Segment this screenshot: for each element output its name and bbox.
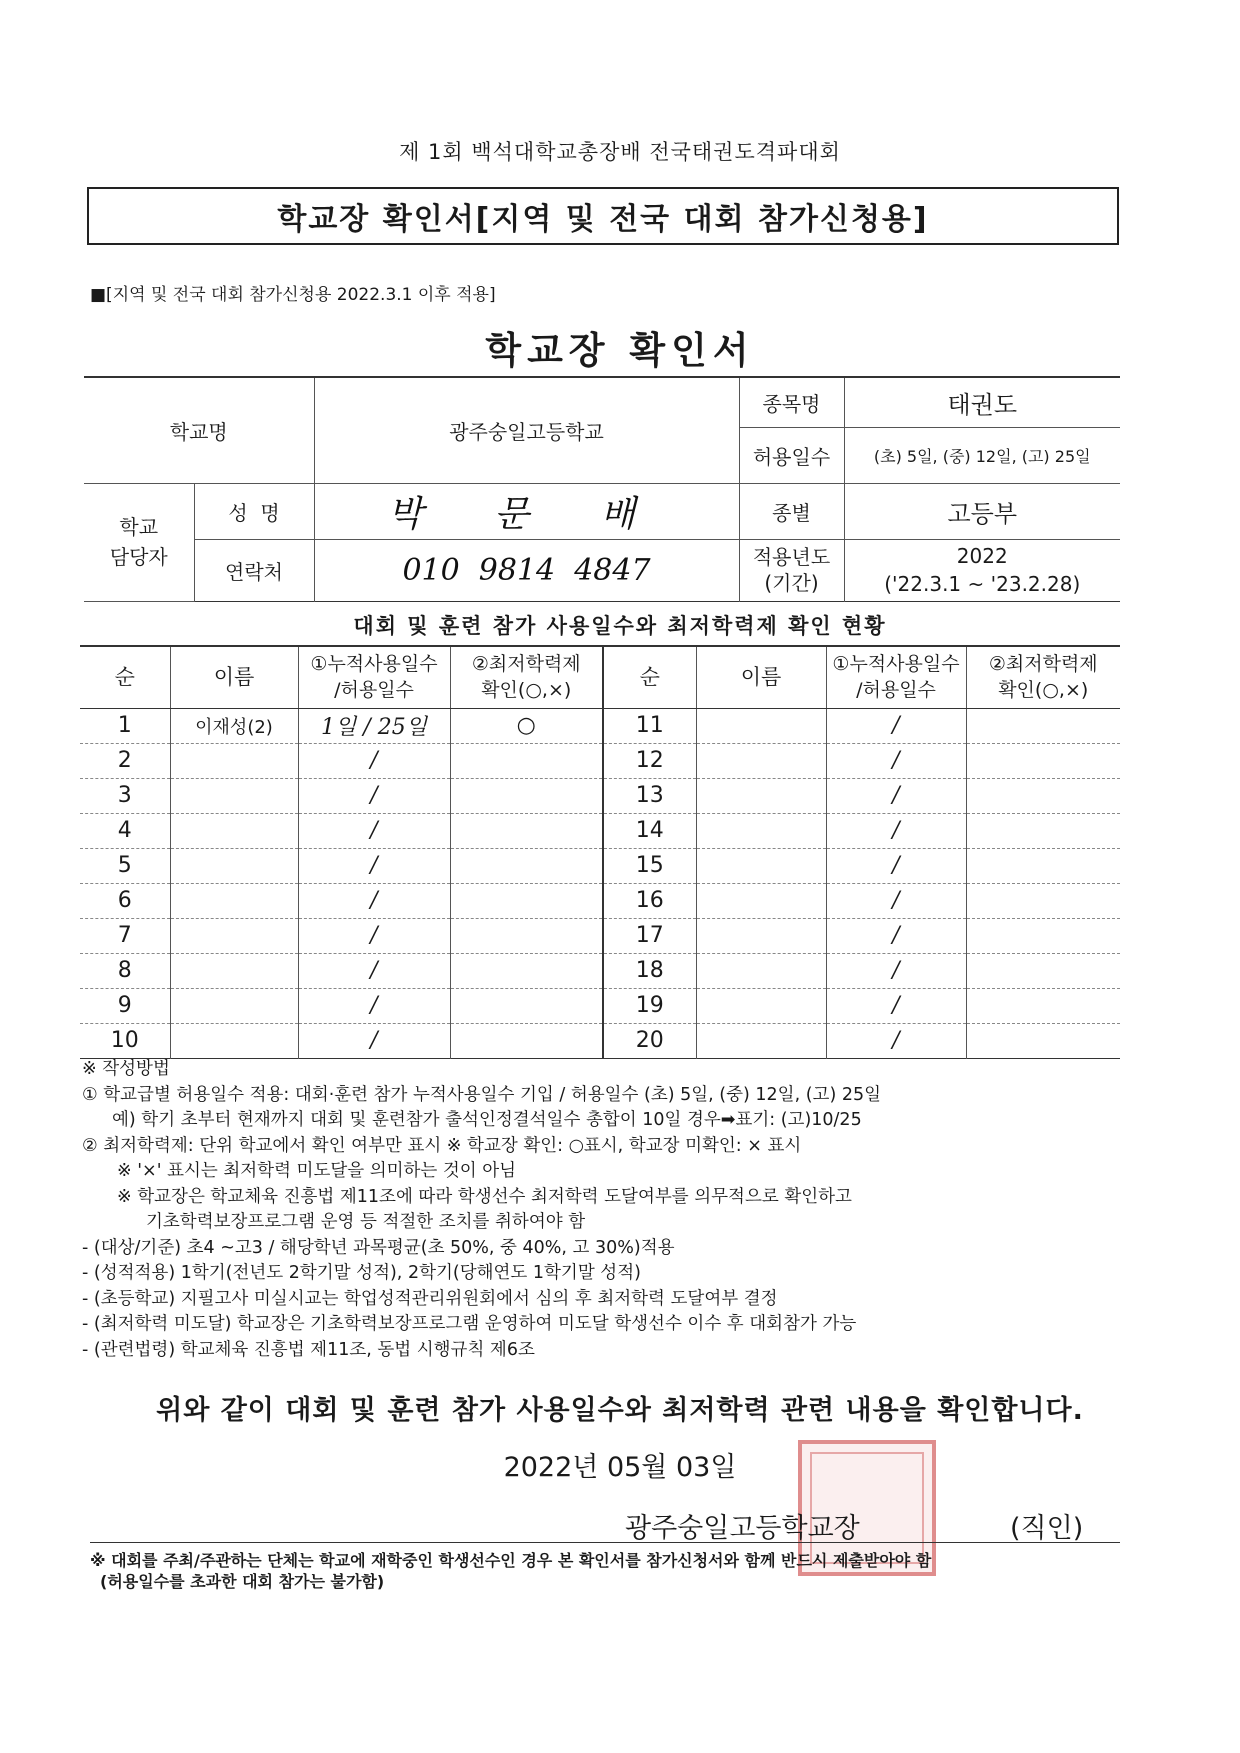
academic-check	[450, 743, 603, 778]
academic-check	[966, 918, 1120, 953]
student-name	[170, 813, 298, 848]
contact-value: 010 9814 4847	[314, 539, 739, 601]
academic-check	[966, 813, 1120, 848]
row-number: 19	[603, 988, 696, 1023]
roster-row	[80, 778, 1120, 813]
row-number: 18	[603, 953, 696, 988]
academic-check	[966, 883, 1120, 918]
days-used: 1일 / 25일	[298, 708, 450, 743]
academic-check: ○	[450, 708, 603, 743]
manager-label: 학교 담당자	[84, 483, 194, 601]
applicability-note: ■[지역 및 전국 대회 참가신청용 2022.3.1 이후 적용]	[90, 285, 496, 305]
student-name: 이재성(2)	[170, 708, 298, 743]
row-number: 20	[603, 1023, 696, 1058]
instructions-heading: ※ 작성방법	[82, 1059, 170, 1079]
days-used: /	[298, 953, 450, 988]
days-used: /	[298, 918, 450, 953]
roster-table	[80, 645, 1120, 1059]
days-used: /	[826, 708, 966, 743]
academic-check	[450, 1023, 603, 1058]
academic-check	[450, 883, 603, 918]
days-used: /	[826, 918, 966, 953]
year-value: 2022 ('22.3.1 ~ '23.2.28)	[884, 544, 1081, 596]
allowed-days-label: 허용일수	[739, 427, 844, 483]
days-used: /	[298, 988, 450, 1023]
school-info-table	[84, 376, 1120, 602]
days-used: /	[826, 953, 966, 988]
days-used: /	[826, 883, 966, 918]
instruction-line: - (대상/기준) 초4 ~고3 / 해당학년 과목평균(초 50%, 중 40%, 고 30%)적용	[82, 1237, 675, 1258]
row-number: 7	[80, 918, 170, 953]
principal-signature: 광주숭일고등학교장	[625, 1513, 860, 1544]
row-number: 6	[80, 883, 170, 918]
student-name	[170, 778, 298, 813]
row-number: 16	[603, 883, 696, 918]
student-name	[170, 988, 298, 1023]
student-name	[170, 848, 298, 883]
row-number: 8	[80, 953, 170, 988]
footer-line: ※ 대회를 주최/주관하는 단체는 학교에 재학중인 학생선수인 경우 본 확인서를 참가신청서와 함께 반드시 제출받아야 함	[90, 1551, 932, 1570]
instruction-line: ② 최저학력제: 단위 학교에서 확인 여부만 표시 ※ 학교장 확인: ○표시, 학교장 미확인: × 표시	[82, 1135, 802, 1156]
academic-check	[966, 848, 1120, 883]
col-name: 이름	[696, 646, 826, 708]
footer-line: (허용일수를 초과한 대회 참가는 불가함)	[100, 1572, 385, 1591]
row-number: 9	[80, 988, 170, 1023]
roster-row	[80, 743, 1120, 778]
row-number: 12	[603, 743, 696, 778]
roster-row	[80, 918, 1120, 953]
issue-date: 2022년 05월 03일	[503, 1452, 737, 1483]
roster-row	[80, 953, 1120, 988]
footer-divider	[90, 1542, 1120, 1543]
student-name	[170, 883, 298, 918]
academic-check	[966, 743, 1120, 778]
days-used: /	[298, 743, 450, 778]
document-title-box: 학교장 확인서[지역 및 전국 대회 참가신청용]	[87, 187, 1119, 245]
footer-note	[90, 1550, 1130, 1592]
col-name: 이름	[170, 646, 298, 708]
row-number: 4	[80, 813, 170, 848]
instruction-line: 기초학력보장프로그램 운영 등 적절한 조치를 취하여야 함	[146, 1212, 586, 1232]
instruction-line: 예) 학기 초부터 현재까지 대회 및 훈련참가 출석인정결석일수 총합이 10일 경우➡표기: (고)10/25	[112, 1110, 862, 1130]
days-used: /	[826, 848, 966, 883]
confirmation-statement: 위와 같이 대회 및 훈련 참가 사용일수와 최저학력 관련 내용을 확인합니다.	[156, 1395, 1084, 1426]
student-name	[696, 848, 826, 883]
days-used: /	[826, 743, 966, 778]
event-label: 종목명	[739, 377, 844, 427]
col-academic: ②최저학력제 확인(○,×)	[450, 646, 603, 708]
row-number: 15	[603, 848, 696, 883]
main-title: 학교장 확인서	[485, 329, 755, 372]
instruction-line: - (관련법령) 학교체육 진흥법 제11조, 동법 시행규칙 제6조	[82, 1339, 535, 1360]
event-value: 태권도	[844, 377, 1120, 427]
academic-check	[450, 813, 603, 848]
student-name	[696, 883, 826, 918]
col-days: ①누적사용일수 /허용일수	[826, 646, 966, 708]
days-used: /	[298, 883, 450, 918]
seal-mark: (직인)	[1010, 1513, 1084, 1544]
student-name	[696, 778, 826, 813]
academic-check	[966, 953, 1120, 988]
name-value: 박 문 배	[314, 483, 739, 539]
days-used: /	[298, 778, 450, 813]
academic-check	[966, 778, 1120, 813]
row-number: 11	[603, 708, 696, 743]
academic-check	[450, 848, 603, 883]
row-number: 1	[80, 708, 170, 743]
col-no: 순	[603, 646, 696, 708]
days-used: /	[298, 848, 450, 883]
instruction-line: - (성적적용) 1학기(전년도 2학기말 성적), 2학기(당해연도 1학기말 성적)	[82, 1263, 641, 1283]
row-number: 14	[603, 813, 696, 848]
roster-row	[80, 708, 1120, 743]
student-name	[696, 953, 826, 988]
student-name	[696, 743, 826, 778]
division-value: 고등부	[844, 483, 1120, 539]
student-name	[170, 918, 298, 953]
year-label: 적용년도 (기간)	[739, 539, 844, 601]
contact-label: 연락처	[194, 539, 314, 601]
roster-row	[80, 1023, 1120, 1058]
instructions-block	[82, 1057, 1132, 1363]
student-name	[170, 743, 298, 778]
days-used: /	[826, 988, 966, 1023]
student-name	[696, 1023, 826, 1058]
name-label: 성 명	[194, 483, 314, 539]
academic-check	[966, 988, 1120, 1023]
days-used: /	[298, 813, 450, 848]
days-used: /	[298, 1023, 450, 1058]
days-used: /	[826, 1023, 966, 1058]
instruction-line: ※ 학교장은 학교체육 진흥법 제11조에 따라 학생선수 최저학력 도달여부를 의무적으로 확인하고	[117, 1186, 852, 1207]
instruction-line: ※ '×' 표시는 최저학력 미도달을 의미하는 것이 아님	[117, 1161, 517, 1181]
student-name	[696, 988, 826, 1023]
roster-row	[80, 883, 1120, 918]
row-number: 10	[80, 1023, 170, 1058]
row-number: 17	[603, 918, 696, 953]
roster-row	[80, 988, 1120, 1023]
student-name	[696, 813, 826, 848]
instruction-line: ① 학교급별 허용일수 적용: 대회·훈련 참가 누적사용일수 기입 / 허용일수 (초) 5일, (중) 12일, (고) 25일	[82, 1084, 882, 1105]
academic-check	[966, 708, 1120, 743]
instruction-line: - (초등학교) 지필고사 미실시교는 학업성적관리위원회에서 심의 후 최저학력 도달여부 결정	[82, 1288, 778, 1309]
academic-check	[450, 778, 603, 813]
row-number: 13	[603, 778, 696, 813]
roster-row	[80, 848, 1120, 883]
school-value: 광주숭일고등학교	[314, 377, 739, 483]
student-name	[696, 708, 826, 743]
student-name	[170, 953, 298, 988]
student-name	[170, 1023, 298, 1058]
academic-check	[966, 1023, 1120, 1058]
row-number: 2	[80, 743, 170, 778]
days-used: /	[826, 813, 966, 848]
col-days: ①누적사용일수 /허용일수	[298, 646, 450, 708]
row-number: 5	[80, 848, 170, 883]
student-name	[696, 918, 826, 953]
academic-check	[450, 988, 603, 1023]
allowed-days-value: (초) 5일, (중) 12일, (고) 25일	[844, 427, 1120, 483]
instruction-line: - (최저학력 미도달) 학교장은 기초학력보장프로그램 운영하여 미도달 학생선수 이수 후 대회참가 가능	[82, 1314, 857, 1334]
academic-check	[450, 953, 603, 988]
academic-check	[450, 918, 603, 953]
row-number: 3	[80, 778, 170, 813]
days-used: /	[826, 778, 966, 813]
competition-title: 제 1회 백석대학교총장배 전국태권도격파대회	[399, 140, 841, 164]
roster-row	[80, 813, 1120, 848]
status-table-title: 대회 및 훈련 참가 사용일수와 최저학력제 확인 현황	[353, 614, 887, 638]
division-label: 종별	[739, 483, 844, 539]
school-label: 학교명	[84, 377, 314, 483]
col-no: 순	[80, 646, 170, 708]
col-academic: ②최저학력제 확인(○,×)	[966, 646, 1120, 708]
